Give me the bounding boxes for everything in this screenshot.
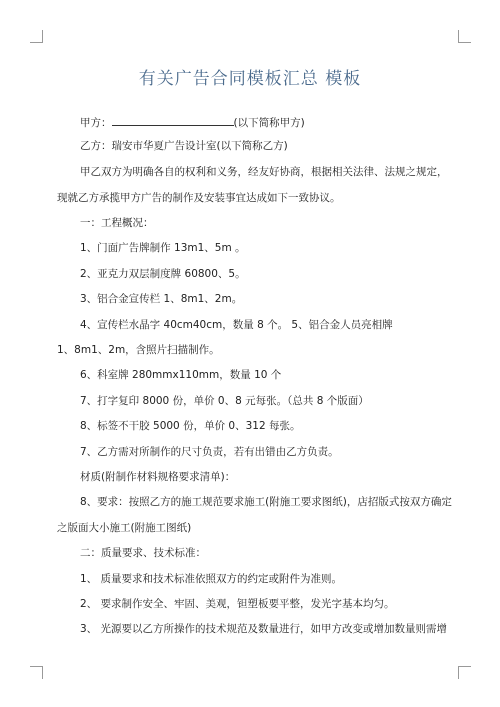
paragraph-line: 7、乙方需对所制作的尺寸负责，若有出错由乙方负责。 [80, 446, 339, 458]
paragraph-line: 1、8m1、2m，含照片扫描制作。 [57, 344, 220, 356]
corner-mark-top-left [30, 30, 43, 43]
paragraph-line: 一：工程概况： [80, 217, 154, 229]
paragraph-line: 甲乙双方为明确各自的权利和义务，经友好协商，根据相关法律、法规之规定， [80, 166, 448, 178]
party-a-label: 甲方： [80, 117, 112, 129]
paragraph-line: 材质(附制作材料规格要求清单)： [80, 471, 236, 483]
paragraph-line: 之版面大小施工(附施工图纸) [57, 522, 192, 534]
paragraph-line: 1、 质量要求和技术标准依照双方的约定或附件为准则。 [80, 573, 343, 585]
paragraph-line: 6、科室牌 280mmx110mm，数量 10 个 [80, 369, 282, 381]
paragraph-line: 2、亚克力双层制度牌 60800、5。 [80, 268, 246, 280]
party-a-suffix: (以下简称甲方) [233, 117, 305, 129]
corner-mark-bottom-left [30, 666, 43, 679]
paragraph-line: 现就乙方承揽甲方广告的制作及安装事宜达成如下一致协议。 [57, 192, 341, 204]
paragraph-line: 3、铝合金宣传栏 1、8m1、2m。 [80, 293, 243, 305]
paragraph-line: 4、宣传栏水晶字 40cm40cm，数量 8 个。 5、铝合金人员亮相牌 [80, 319, 393, 331]
paragraph-line: 7、打字复印 8000 份，单价 0、8 元每张。（总共 8 个版面） [80, 395, 369, 407]
paragraph-line: 3、 光源要以乙方所操作的技术规范及数量进行，如甲方改变或增加数量则需增 [80, 623, 448, 635]
corner-mark-bottom-right [458, 666, 471, 679]
paragraph-line: 乙方：瑞安市华夏广告设计室(以下简称乙方) [80, 140, 288, 152]
paragraph-line: 二：质量要求、技术标准： [80, 547, 206, 559]
paragraph-line: 8、要求：按照乙方的施工规范要求施工(附施工要求图纸)，店招版式按双方确定 [80, 496, 452, 508]
paragraph-line: 2、 要求制作安全、牢固、美观，钽塑板要平整，发光字基本均匀。 [80, 598, 395, 610]
corner-mark-top-right [458, 30, 471, 43]
party-a-line [80, 114, 305, 130]
paragraph-line: 1、门面广告牌制作 13m1、5m 。 [80, 242, 246, 254]
party-a-blank [112, 114, 234, 126]
document-title: 有关广告合同模板汇总 模板 [138, 69, 362, 89]
paragraph-line: 8、标签不干胶 5000 份，单价 0、312 每张。 [80, 420, 301, 432]
